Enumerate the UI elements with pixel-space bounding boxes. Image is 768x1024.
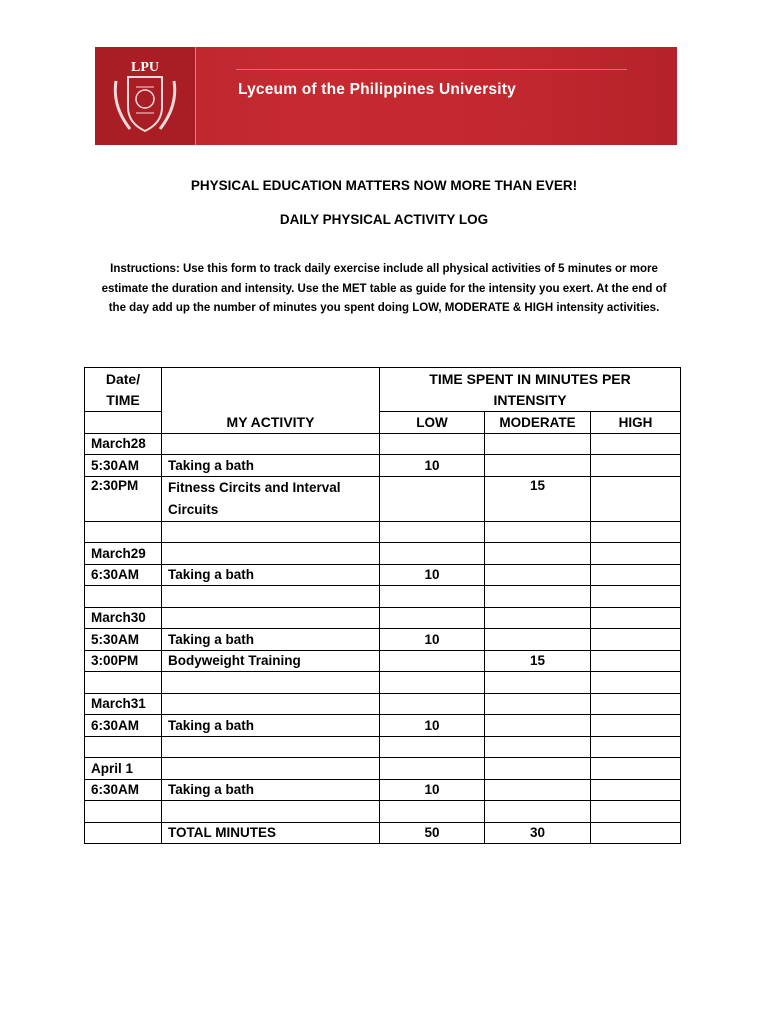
cell-activity: Taking a bath xyxy=(162,455,380,477)
instructions-text: Instructions: Use this form to track daily exercise include all physical activities of 5 minutes or more estimate the duration and intensity. Use the MET table as guide for the intensity you exert. At the end of the day add up the number of minutes you spent doing LOW, MODERATE & HIGH intensity activities. xyxy=(101,263,667,314)
lpu-seal-icon xyxy=(100,51,190,141)
table-row xyxy=(85,586,681,608)
cell-moderate xyxy=(485,433,591,455)
total-label: TOTAL MINUTES xyxy=(162,822,380,844)
cell-high xyxy=(591,650,681,672)
cell-activity: Taking a bath xyxy=(162,629,380,651)
cell-high xyxy=(591,758,681,780)
header-time: TIME xyxy=(106,391,140,408)
cell-moderate xyxy=(485,693,591,715)
cell-high xyxy=(591,715,681,737)
cell-moderate xyxy=(485,779,591,801)
table-row xyxy=(85,801,681,823)
cell-date xyxy=(85,801,162,823)
cell-date: 6:30AM xyxy=(85,779,162,801)
table-row xyxy=(85,779,681,801)
cell-activity xyxy=(162,521,380,543)
cell-low xyxy=(380,433,485,455)
svg-text:LPU: LPU xyxy=(131,60,159,75)
cell-activity: Bodyweight Training xyxy=(162,650,380,672)
cell-high xyxy=(591,476,681,521)
cell-high xyxy=(591,672,681,694)
total-low: 50 xyxy=(380,822,485,844)
cell-low xyxy=(380,650,485,672)
cell-date xyxy=(85,586,162,608)
table-row xyxy=(85,564,681,586)
cell-low xyxy=(380,607,485,629)
cell-moderate xyxy=(485,586,591,608)
cell-date: 6:30AM xyxy=(85,715,162,737)
cell-activity xyxy=(162,693,380,715)
table-row xyxy=(85,758,681,780)
header-activity: MY ACTIVITY xyxy=(162,412,380,434)
university-banner xyxy=(95,47,677,145)
cell-date: 3:00PM xyxy=(85,650,162,672)
cell-low xyxy=(380,476,485,521)
cell-high xyxy=(591,586,681,608)
cell-moderate xyxy=(485,543,591,565)
header-moderate: MODERATE xyxy=(485,412,591,434)
cell-high xyxy=(591,521,681,543)
cell-high xyxy=(591,801,681,823)
table-row xyxy=(85,543,681,565)
cell-activity xyxy=(162,801,380,823)
header-row-top xyxy=(85,368,681,412)
table-row xyxy=(85,521,681,543)
total-date-cell xyxy=(85,822,162,844)
cell-high xyxy=(591,607,681,629)
cell-activity: Taking a bath xyxy=(162,715,380,737)
table-row xyxy=(85,476,681,521)
cell-date: March29 xyxy=(85,543,162,565)
cell-activity: Taking a bath xyxy=(162,564,380,586)
table-row xyxy=(85,433,681,455)
cell-date xyxy=(85,672,162,694)
cell-moderate xyxy=(485,801,591,823)
cell-low xyxy=(380,693,485,715)
cell-moderate xyxy=(485,629,591,651)
table-row xyxy=(85,629,681,651)
header-date-time xyxy=(85,368,162,412)
cell-activity xyxy=(162,672,380,694)
cell-moderate xyxy=(485,455,591,477)
header-date: Date/ xyxy=(105,370,141,387)
total-row xyxy=(85,822,681,844)
cell-low: 10 xyxy=(380,715,485,737)
cell-high xyxy=(591,433,681,455)
cell-low xyxy=(380,521,485,543)
cell-date: 5:30AM xyxy=(85,629,162,651)
cell-activity xyxy=(162,586,380,608)
cell-date: 6:30AM xyxy=(85,564,162,586)
cell-moderate: 15 xyxy=(485,476,591,521)
cell-low: 10 xyxy=(380,629,485,651)
cell-date: March30 xyxy=(85,607,162,629)
total-high xyxy=(591,822,681,844)
header-activity-cell-top xyxy=(162,368,380,412)
cell-date: April 1 xyxy=(85,758,162,780)
lpu-logo xyxy=(95,47,196,145)
cell-activity xyxy=(162,607,380,629)
cell-activity xyxy=(162,543,380,565)
log-body xyxy=(85,433,681,822)
table-row xyxy=(85,672,681,694)
cell-moderate xyxy=(485,736,591,758)
cell-high xyxy=(591,693,681,715)
cell-high xyxy=(591,779,681,801)
cell-activity: Fitness Circits and Interval Circuits xyxy=(162,476,380,521)
cell-moderate xyxy=(485,672,591,694)
header-row-labels xyxy=(85,412,681,434)
university-name: Lyceum of the Philippines University xyxy=(238,81,516,98)
cell-date: March31 xyxy=(85,693,162,715)
cell-moderate xyxy=(485,607,591,629)
cell-high xyxy=(591,629,681,651)
page-title: PHYSICAL EDUCATION MATTERS NOW MORE THAN EVER! xyxy=(190,178,578,193)
cell-low xyxy=(380,543,485,565)
cell-low xyxy=(380,758,485,780)
cell-high xyxy=(591,564,681,586)
page-subtitle: DAILY PHYSICAL ACTIVITY LOG xyxy=(279,212,489,227)
table-row xyxy=(85,455,681,477)
cell-moderate xyxy=(485,715,591,737)
cell-date: 2:30PM xyxy=(85,476,162,521)
cell-low xyxy=(380,736,485,758)
table-row xyxy=(85,693,681,715)
cell-low xyxy=(380,672,485,694)
table-row xyxy=(85,715,681,737)
cell-date xyxy=(85,736,162,758)
cell-low: 10 xyxy=(380,564,485,586)
cell-date: 5:30AM xyxy=(85,455,162,477)
header-high: HIGH xyxy=(591,412,681,434)
cell-activity xyxy=(162,736,380,758)
cell-moderate xyxy=(485,758,591,780)
header-date-spacer xyxy=(85,412,162,434)
cell-activity xyxy=(162,433,380,455)
table-row xyxy=(85,607,681,629)
cell-moderate: 15 xyxy=(485,650,591,672)
cell-low: 10 xyxy=(380,779,485,801)
header-low: LOW xyxy=(380,412,485,434)
cell-activity xyxy=(162,758,380,780)
activity-log-table xyxy=(84,367,681,844)
cell-date: March28 xyxy=(85,433,162,455)
cell-low: 10 xyxy=(380,455,485,477)
cell-high xyxy=(591,455,681,477)
total-moderate: 30 xyxy=(485,822,591,844)
cell-moderate xyxy=(485,564,591,586)
cell-high xyxy=(591,736,681,758)
cell-moderate xyxy=(485,521,591,543)
table-row xyxy=(85,650,681,672)
cell-date xyxy=(85,521,162,543)
cell-low xyxy=(380,586,485,608)
header-time-spent: TIME SPENT IN MINUTES PER INTENSITY xyxy=(380,368,681,412)
cell-activity: Taking a bath xyxy=(162,779,380,801)
table-row xyxy=(85,736,681,758)
cell-low xyxy=(380,801,485,823)
cell-high xyxy=(591,543,681,565)
